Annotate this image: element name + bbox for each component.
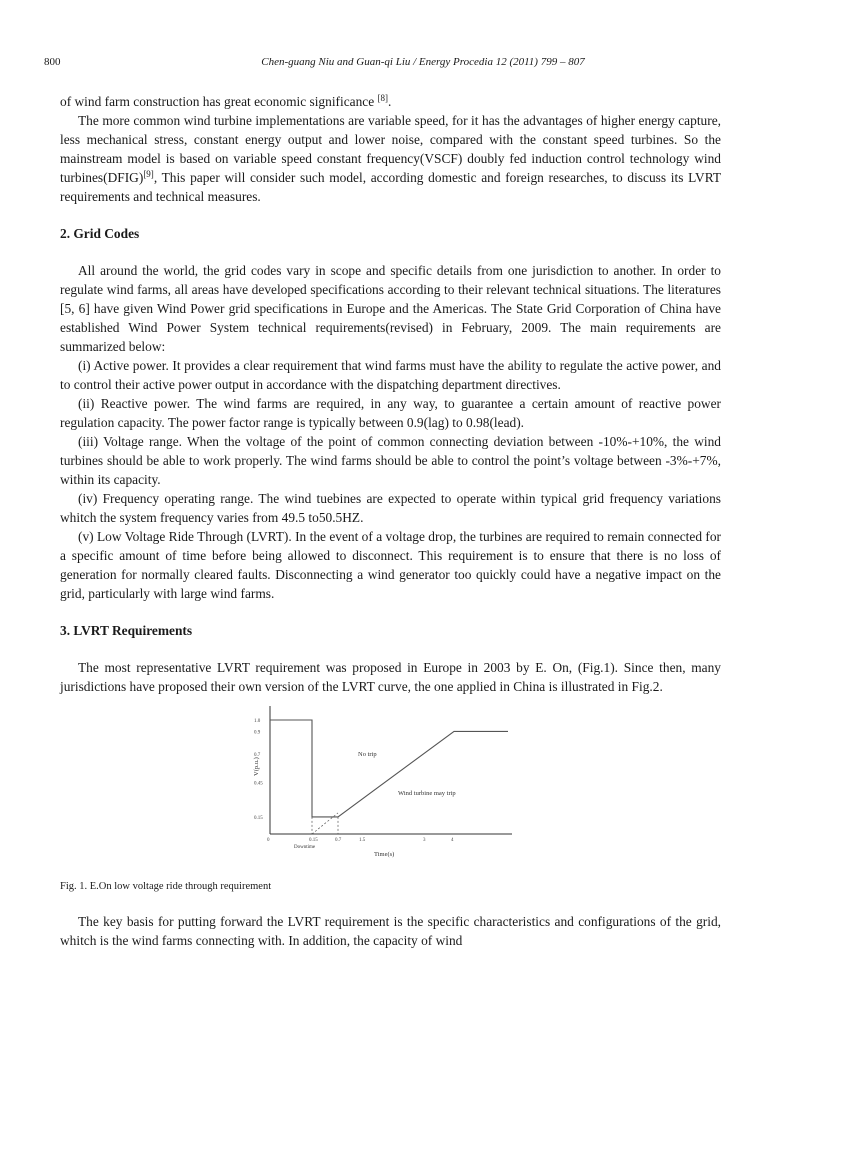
citation-9[interactable]: [9] — [143, 169, 154, 179]
lvrt-paragraph: (v) Low Voltage Ride Through (LVRT). In the event of a voltage drop, the turbines are required to remain connected for a specific amount of time before being allowed to disconnect. This requirement is to ensure that there is no loss of generation for normally cleared faults. Disconnecting a wind generator too quickly could have a negative impact on the grid, particularly with large wind farms. — [60, 529, 721, 601]
dashed-ramp — [312, 813, 338, 834]
page-number: 800 — [44, 56, 61, 68]
y-tick-label-2: 0.7 — [254, 753, 261, 759]
y-tick-label-4: 0.15 — [254, 815, 263, 821]
lvrt-chart — [250, 698, 520, 870]
annotation-may-trip: Wind turbine may trip — [398, 790, 456, 797]
y-tick-label-1: 0.9 — [254, 730, 261, 736]
x-tick-label-5: 4 — [451, 838, 454, 843]
y-axis-label: V(p.u.) — [253, 757, 260, 776]
annotation-no-trip: No trip — [358, 751, 377, 758]
page-header — [0, 56, 846, 74]
key-basis-paragraph: The key basis for putting forward the LVRT requirement is the specific characteristics and configurations of the grid, whitch is the wind farms connecting with. In addition, the capacity of wind — [60, 914, 721, 948]
x-axis-label: Time(s) — [374, 851, 395, 858]
x-tick-label-4: 3 — [423, 838, 426, 843]
frequency-range-paragraph: (iv) Frequency operating range. The wind tuebines are expected to operate within typical grid frequency variations whitch the system frequency varies from 49.5 to50.5HZ. — [60, 491, 721, 525]
section-heading-grid-codes: 2. Grid Codes — [60, 226, 140, 241]
intro-paragraph-2: The more common wind turbine implementations are variable speed, for it has the advantages of higher energy capture, less mechanical stress, constant energy output and lower noise, compared with the constant speed turbines. So the mainstream model is based on variable speed constant frequency(VSCF) doubly fed induction control technology wind turbines(DFIG)[9], This paper will consider such model, according domestic and foreign researches, to discuss its LVRT requirements and technical measures. — [60, 113, 721, 204]
annotation-downtime: Downtime — [294, 845, 316, 850]
y-tick-label-0: 1.0 — [254, 719, 261, 724]
grid-codes-paragraph: All around the world, the grid codes vary in scope and specific details from one jurisdiction to another. In order to regulate wind farms, all areas have developed specifications according to their relevant technical situations. The literatures [5, 6] have given Wind Power grid specifications in Europe and the Americas. The State Grid Corporation of China have established Wind Power System technical requirements(revised) in February, 2009. The main requirements are summarized below: — [60, 263, 721, 354]
section-heading-lvrt: 3. LVRT Requirements — [60, 623, 193, 638]
article-body — [60, 92, 721, 950]
lvrt-limit-line — [270, 720, 508, 817]
voltage-range-paragraph: (iii) Voltage range. When the voltage of the point of common connecting deviation between -10%-+10%, the wind turbines should be able to work properly. The wind farms should be able to control the point’s voltage between -3%-+7%, within its capacity. — [60, 434, 721, 487]
x-tick-label-1: 0.15 — [309, 838, 318, 843]
figure-caption: Fig. 1. E.On low voltage ride through requirement — [60, 881, 272, 892]
citation-8[interactable]: [8] — [377, 93, 389, 103]
lvrt-requirements-paragraph: The most representative LVRT requirement was proposed in Europe in 2003 by E. On, (Fig.1). Since then, many jurisdictions have proposed their own version of the LVRT curve, the one applied in China is illustrated in Fig.2. — [60, 660, 721, 694]
running-head: Chen-guang Niu and Guan-qi Liu / Energy Procedia 12 (2011) 799 – 807 — [261, 56, 585, 68]
reactive-power-paragraph: (ii) Reactive power. The wind farms are required, in any way, to guarantee a certain amount of reactive power regulation capacity. The power factor range is typically between 0.9(lag) to 0.98(lead). — [60, 396, 721, 430]
active-power-paragraph: (i) Active power. It provides a clear requirement that wind farms must have the ability to regulate the active power, and to control their active power output in accordance with the dispatching department directives. — [60, 358, 721, 392]
y-tick-label-3: 0.45 — [254, 781, 263, 787]
x-tick-label-2: 0.7 — [335, 838, 342, 843]
x-tick-label-3: 1.5 — [359, 838, 366, 843]
intro-paragraph-1: of wind farm construction has great economic significance [8]. — [60, 93, 392, 109]
x-tick-label-0: 0 — [267, 838, 270, 843]
figure-1 — [60, 698, 721, 870]
